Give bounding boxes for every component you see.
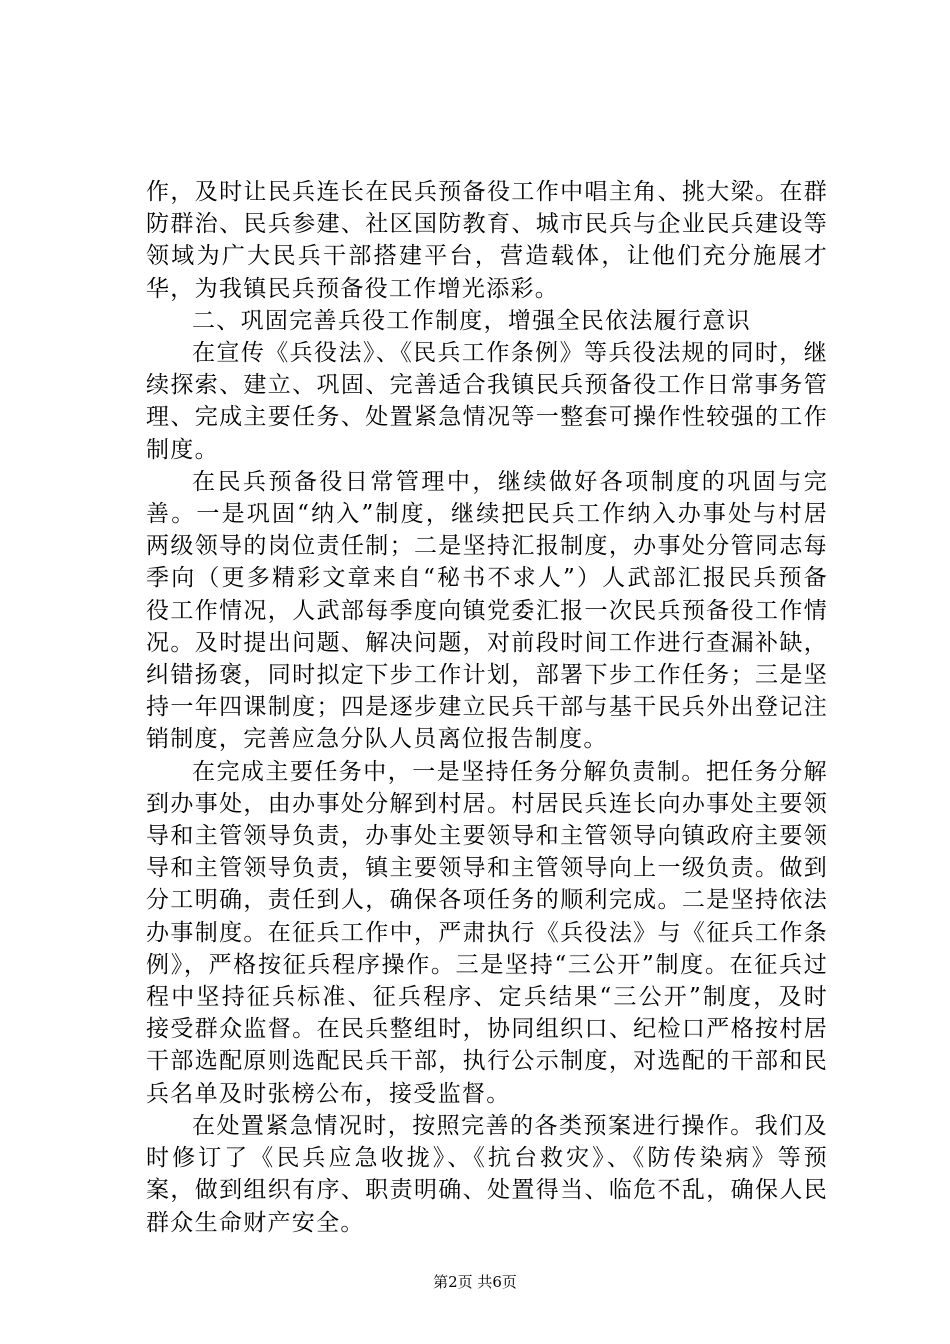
- paragraph: 在完成主要任务中，一是坚持任务分解负责制。把任务分解到办事处，由办事处分解到村居。村居民兵连长向办事处主要领导和主管领导负责，办事处主要领导和主管领导向镇政府主要领导和主管领导负责，镇主要领导和主管领导向上一级负责。做到分工明确，责任到人，确保各项任务的顺利完成。二是坚持依法办事制度。在征兵工作中，严肃执行《兵役法》与《征兵工作条例》，严格按征兵程序操作。三是坚持“三公开”制度。在征兵过程中坚持征兵标准、征兵程序、定兵结果“三公开”制度，及时接受群众监督。在民兵整组时，协同组织口、纪检口严格按村居干部选配原则选配民兵干部，执行公示制度，对选配的干部和民兵名单及时张榜公布，接受监督。: [146, 758, 828, 1107]
- page-footer: 第2页 共6页: [433, 1273, 517, 1291]
- paragraph: 在宣传《兵役法》、《民兵工作条例》等兵役法规的同时，继续探索、建立、巩固、完善适合我镇民兵预备役工作日常事务管理、完成主要任务、处置紧急情况等一整套可操作性较强的工作制度。: [146, 340, 828, 463]
- document-body: [146, 176, 828, 1239]
- paragraph: 在民兵预备役日常管理中，继续做好各项制度的巩固与完善。一是巩固“纳入”制度，继续把民兵工作纳入办事处与村居两级领导的岗位责任制；二是坚持汇报制度，办事处分管同志每季向（更多精彩文章来自“秘书不求人”）人武部汇报民兵预备役工作情况，人武部每季度向镇党委汇报一次民兵预备役工作情况。及时提出问题、解决问题，对前段时间工作进行查漏补缺，纠错扬褒，同时拟定下步工作计划，部署下步工作任务；三是坚持一年四课制度；四是逐步建立民兵干部与基干民兵外出登记注销制度，完善应急分队人员离位报告制度。: [146, 468, 828, 753]
- paragraph-continuation: 作，及时让民兵连长在民兵预备役工作中唱主角、挑大梁。在群防群治、民兵参建、社区国防教育、城市民兵与企业民兵建设等领域为广大民兵干部搭建平台，营造载体，让他们充分施展才华，为我镇民兵预备役工作增光添彩。: [146, 179, 828, 302]
- paragraph: 在处置紧急情况时，按照完善的各类预案进行操作。我们及时修订了《民兵应急收拢》、《抗台救灾》、《防传染病》等预案，做到组织有序、职责明确、处置得当、临危不乱，确保人民群众生命财产安全。: [146, 1112, 828, 1236]
- section-heading: 二、巩固完善兵役工作制度，增强全民依法履行意识: [192, 307, 751, 334]
